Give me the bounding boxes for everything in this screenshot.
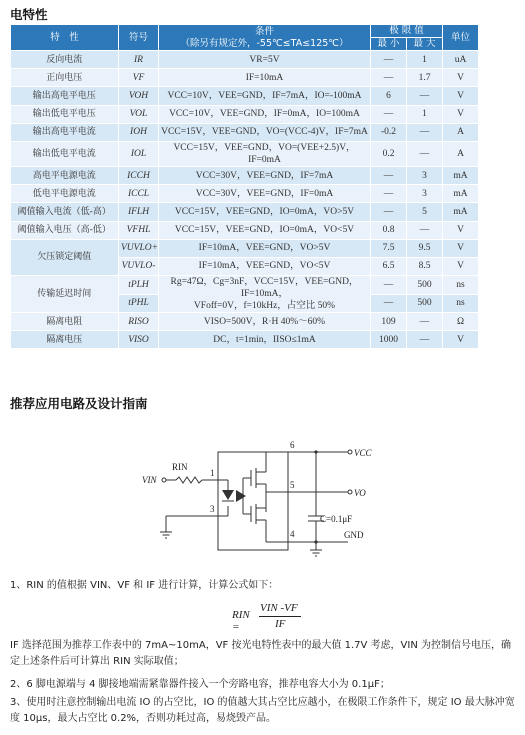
cell-max: — [407,141,443,166]
cell-condition: DC，t=1min，IISO≤1mA [159,331,371,349]
cell-unit: A [443,123,479,141]
cell-unit: A [443,141,479,166]
header-condition [159,25,371,51]
pin-6: 6 [290,440,295,450]
cell-condition: VCC=30V，VEE=GND，IF=7mA [159,166,371,184]
cell-characteristic: 正向电压 [11,69,119,87]
cell-characteristic: 输出低电平电压 [11,105,119,123]
cell-max: 1.7 [407,69,443,87]
cell-symbol: VUVLO- [119,257,159,275]
cell-unit: V [443,331,479,349]
cell-condition: VCC=15V，VEE=GND，IO=0mA，VO<5V [159,221,371,239]
cell-symbol: IFLH [119,203,159,221]
cell-condition [159,276,371,313]
cell-min: — [371,276,407,295]
cell-min: — [371,166,407,184]
guide-item-3: 3、使用时注意控制输出电流 IO 的占空比，IO 的值越大其占空比应越小，在极限工作条件下，规定 IO 最大脉冲宽度 10μs，最大占空比 0.2%，否则功耗过高，易烧毁产品。 [10,697,515,724]
cell-symbol: IR [119,51,159,69]
cell-symbol: VOH [119,87,159,105]
table-row [11,166,519,184]
cell-symbol: ICCL [119,185,159,203]
cell-max: 500 [407,276,443,295]
cell-max: — [407,123,443,141]
cell-condition: VCC=15V，VEE=GND，VO=(VCC-4)V，IF=7mA [159,123,371,141]
cell-min: 0.2 [371,141,407,166]
led-icon [222,490,234,500]
table-row [11,123,519,141]
cell-min: — [371,69,407,87]
label-vin: VIN [142,475,157,485]
table-row [11,203,519,221]
guide-item-1-detail: IF 选择范围为推荐工作表中的 7mA~10mA，VF 按光电特性表中的最大值 1.7V 考虑，VIN 为控制信号电压，确定上述条件后可计算出 RIN 实际取值； [10,640,512,667]
cell-max: — [407,221,443,239]
cell-characteristic: 输出高电平电流 [11,123,119,141]
header-min: 最 小 [371,38,407,51]
cell-symbol: tPLH [119,276,159,295]
cell-unit: V [443,105,479,123]
cell-unit: ns [443,294,479,313]
table-row [11,87,519,105]
cell-max: 9.5 [407,239,443,257]
cell-condition: VCC=15V，VEE=GND，VO=(VEE+2.5)V，IF=0mA [159,141,371,166]
cell-condition: IF=10mA，VEE=GND，VO<5V [159,257,371,275]
cell-characteristic: 低电平电源电流 [11,185,119,203]
cell-max: 5 [407,203,443,221]
cell-max: — [407,331,443,349]
cell-characteristic: 隔离电压 [11,331,119,349]
cell-symbol: ICCH [119,166,159,184]
cell-characteristic: 隔离电阻 [11,313,119,331]
cell-max: 1 [407,105,443,123]
formula-denominator: IF [275,618,286,630]
cell-max: 3 [407,166,443,184]
pin-4: 4 [290,529,295,539]
cell-min: 109 [371,313,407,331]
cell-characteristic: 输出低电平电流 [11,141,119,166]
cell-condition: VCC=30V，VEE=GND，IF=0mA [159,185,371,203]
header-unit: 单位 [443,25,479,51]
cell-unit: mA [443,203,479,221]
cell-condition-line: Rg=47Ω，Cg=3nF，VCC=15V，VEE=GND，IF=10mA， [170,277,359,300]
label-gnd: GND [344,530,364,540]
cell-condition: VCC=10V，VEE=GND，IF=7mA，IO=-100mA [159,87,371,105]
cell-unit: V [443,221,479,239]
cell-condition-line: VFoff=0V，f=10kHz，占空比 50% [193,301,336,312]
cell-min: — [371,185,407,203]
header-characteristic: 特 性 [11,25,119,51]
formula-numerator: VIN -VF [260,602,298,614]
label-vcc: VCC [354,448,372,458]
cell-symbol: RISO [119,313,159,331]
cell-max: — [407,87,443,105]
cell-symbol: VF [119,69,159,87]
formula-lhs: RIN = [232,609,250,633]
cell-condition: VISO=500V，R·H 40%～60% [159,313,371,331]
electrical-characteristics-table [10,24,519,349]
cell-unit: mA [443,166,479,184]
guide-item-2: 2、6 脚电源端与 4 脚接地端需紧靠器件接入一个旁路电容，推荐电容大小为 0.1μF； [10,679,390,690]
cell-condition: VCC=15V，VEE=GND，IO=0mA，VO>5V [159,203,371,221]
cell-unit: Ω [443,313,479,331]
cell-min: — [371,294,407,313]
table-row [11,331,519,349]
label-cap: C=0.1μF [320,514,353,524]
cell-min: — [371,51,407,69]
cell-characteristic: 阈值输入电流（低-高） [11,203,119,221]
cell-min: 6.5 [371,257,407,275]
table-row [11,105,519,123]
label-vo: VO [354,488,366,498]
table-row [11,313,519,331]
guide-item-1: 1、RIN 的值根据 VIN、VF 和 IF 进行计算，计算公式如下： [10,580,279,591]
table-row [11,276,519,295]
cell-unit: V [443,87,479,105]
cell-characteristic: 反向电流 [11,51,119,69]
table-row [11,69,519,87]
header-condition-title: 条件 [254,25,274,37]
cell-max: 1 [407,51,443,69]
header-condition-sub: （除另有规定外，-55℃≤TA≤125℃） [180,37,349,49]
cell-min: 1000 [371,331,407,349]
cell-symbol: VISO [119,331,159,349]
cell-unit: mA [443,185,479,203]
cell-symbol: tPHL [119,294,159,313]
cell-characteristic: 输出高电平电压 [11,87,119,105]
cell-condition: IF=10mA，VEE=GND，VO>5V [159,239,371,257]
cell-unit: V [443,69,479,87]
header-symbol: 符号 [119,25,159,51]
header-limits: 极 限 值 [371,25,443,38]
cell-min: 6 [371,87,407,105]
driver-icon [236,490,246,502]
section-title-application: 推荐应用电路及设计指南 [10,396,148,411]
cell-unit: V [443,239,479,257]
table-row [11,221,519,239]
cell-max: 500 [407,294,443,313]
cell-unit: uA [443,51,479,69]
rin-resistor [176,477,202,483]
cell-max: 8.5 [407,257,443,275]
pin-1: 1 [210,468,215,478]
cell-characteristic: 欠压锁定阈值 [11,239,119,275]
cell-condition: IF=10mA [159,69,371,87]
pin-5: 5 [290,480,295,490]
cell-symbol: IOH [119,123,159,141]
cell-characteristic: 阈值输入电压（高-低） [11,221,119,239]
header-max: 最 大 [407,38,443,51]
application-circuit-diagram [138,432,388,562]
cell-unit: ns [443,276,479,295]
cell-unit: V [443,257,479,275]
cell-max: — [407,313,443,331]
table-row [11,141,519,166]
cell-characteristic: 高电平电源电流 [11,166,119,184]
section-title-electrical: 电特性 [10,7,48,22]
table-row [11,185,519,203]
cell-symbol: VUVLO+ [119,239,159,257]
cell-condition: VCC=10V，VEE=GND，IF=0mA，IO=100mA [159,105,371,123]
pin-3: 3 [210,504,215,514]
cell-max: 3 [407,185,443,203]
cell-symbol: VOL [119,105,159,123]
cell-min: -0.2 [371,123,407,141]
cell-symbol: IOL [119,141,159,166]
cell-min: — [371,203,407,221]
formula-fraction-bar [259,616,301,617]
cell-symbol: VFHL [119,221,159,239]
label-rin: RIN [172,462,188,472]
cell-min: — [371,105,407,123]
table-row [11,239,519,257]
cell-min: 7.5 [371,239,407,257]
cell-characteristic: 传输延迟时间 [11,276,119,313]
table-row [11,51,519,69]
cell-condition: VR=5V [159,51,371,69]
cell-min: 0.8 [371,221,407,239]
